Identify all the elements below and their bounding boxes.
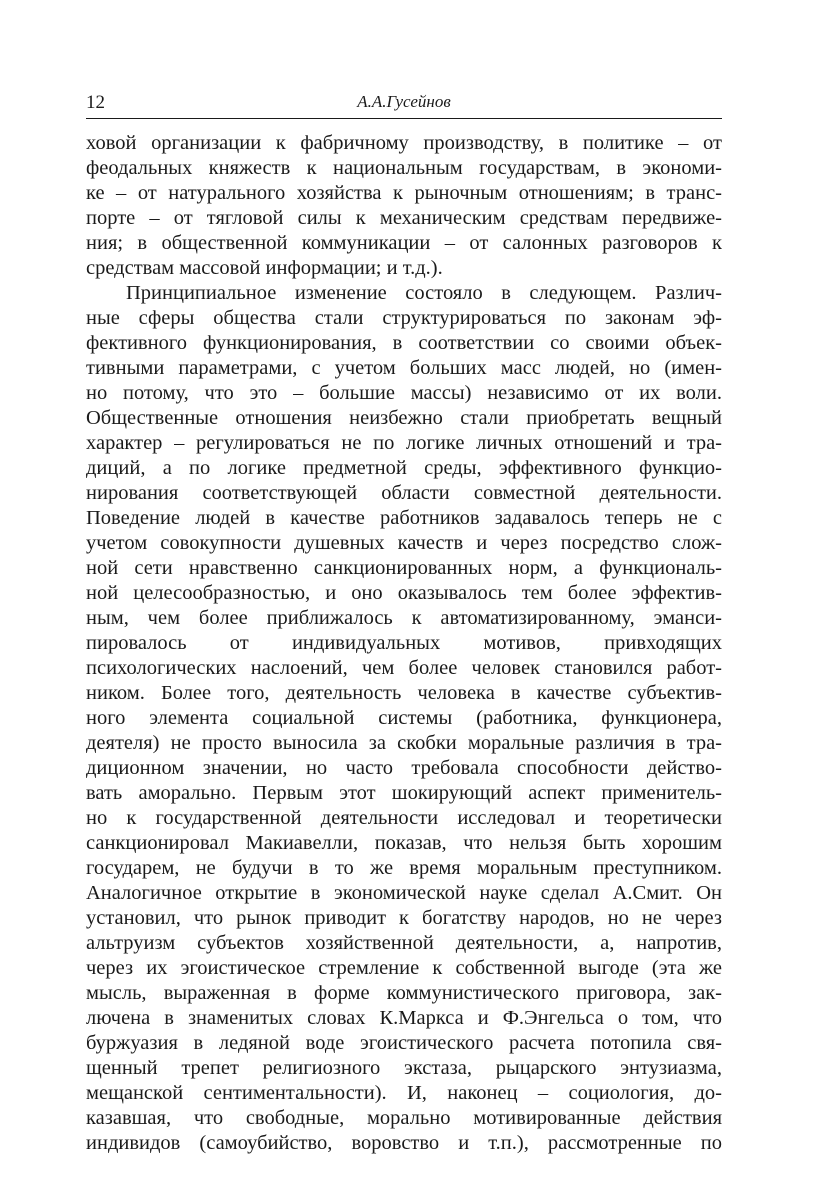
text-line: тивными параметрами, с учетом больших масс людей, но (имен- [86, 357, 722, 379]
paragraph-first-line: Принципиальное изменение состояло в следующем. Различ- [126, 282, 722, 304]
text-line: вать аморально. Первым этот шокирующий аспект применитель- [86, 782, 722, 804]
text-line: мысль, выраженная в форме коммунистического приговора, зак- [86, 982, 722, 1004]
text-line: санкционировал Макиавелли, показав, что нельзя быть хорошим [86, 832, 722, 854]
text-line: альтруизм субъектов хозяйственной деятельности, а, напротив, [86, 932, 722, 954]
text-line: феодальных княжеств к национальным государствам, в экономи- [86, 157, 722, 179]
text-line: фективного функционирования, в соответствии со своими объек- [86, 332, 722, 354]
text-line: Поведение людей в качестве работников задавалось теперь не с [86, 507, 722, 529]
text-line: Общественные отношения неизбежно стали приобретать вещный [86, 407, 722, 429]
text-line: ником. Более того, деятельность человека в качестве субъектив- [86, 682, 722, 704]
text-line: государем, не будучи в то же время моральным преступником. [86, 857, 722, 879]
text-line: лючена в знаменитых словах К.Маркса и Ф.Энгельса о том, что [86, 1007, 722, 1029]
text-line: диций, а по логике предметной среды, эффективного функцио- [86, 457, 722, 479]
text-line: психологических наслоений, чем более человек становился работ- [86, 657, 722, 679]
text-line: ховой организации к фабричному производству, в политике – от [86, 132, 722, 154]
text-line: учетом совокупности душевных качеств и через посредство слож- [86, 532, 722, 554]
running-head-author: А.А.Гусейнов [357, 92, 451, 111]
text-line: порте – от тягловой силы к механическим средствам передвиже- [86, 207, 722, 229]
text-line: установил, что рынок приводит к богатству народов, но не через [86, 907, 722, 929]
header-rule [86, 118, 722, 119]
text-line: Аналогичное открытие в экономической науке сделал А.Смит. Он [86, 882, 722, 904]
text-line: ния; в общественной коммуникации – от салонных разговоров к [86, 232, 722, 254]
text-line: ной целесообразностью, и оно оказывалось тем более эффектив- [86, 582, 722, 604]
text-line: ной сети нравственно санкционированных норм, а функциональ- [86, 557, 722, 579]
text-line: ным, чем более приближалось к автоматизированному, эманси- [86, 607, 722, 629]
text-line: через их эгоистическое стремление к собственной выгоде (эта же [86, 957, 722, 979]
text-line: ке – от натурального хозяйства к рыночным отношениям; в транс- [86, 182, 722, 204]
text-line: буржуазия в ледяной воде эгоистического расчета потопила свя- [86, 1032, 722, 1054]
text-line: щенный трепет религиозного экстаза, рыцарского энтузиазма, [86, 1057, 722, 1079]
text-line: индивидов (самоубийство, воровство и т.п.), рассмотренные по [86, 1132, 722, 1154]
text-line: нирования соответствующей области совместной деятельности. [86, 482, 722, 504]
text-line: ного элемента социальной системы (работника, функционера, [86, 707, 722, 729]
text-line: пировалось от индивидуальных мотивов, привходящих [86, 632, 722, 654]
page-header [86, 92, 722, 116]
text-line: характер – регулироваться не по логике личных отношений и тра- [86, 432, 722, 454]
text-line: казавшая, что свободные, морально мотивированные действия [86, 1107, 722, 1129]
text-line: мещанской сентиментальности). И, наконец – социология, до- [86, 1082, 722, 1104]
page-number: 12 [86, 92, 105, 113]
text-line: деятеля) не просто выносила за скобки моральные различия в тра- [86, 732, 722, 754]
text-line: но к государственной деятельности исследовал и теоретически [86, 807, 722, 829]
text-line: но потому, что это – большие массы) независимо от их воли. [86, 382, 722, 404]
text-line: ные сферы общества стали структурироваться по законам эф- [86, 307, 722, 329]
text-line: средствам массовой информации; и т.д.). [86, 257, 443, 279]
body-text [86, 131, 722, 1156]
text-line: диционном значении, но часто требовала способности действо- [86, 757, 722, 779]
